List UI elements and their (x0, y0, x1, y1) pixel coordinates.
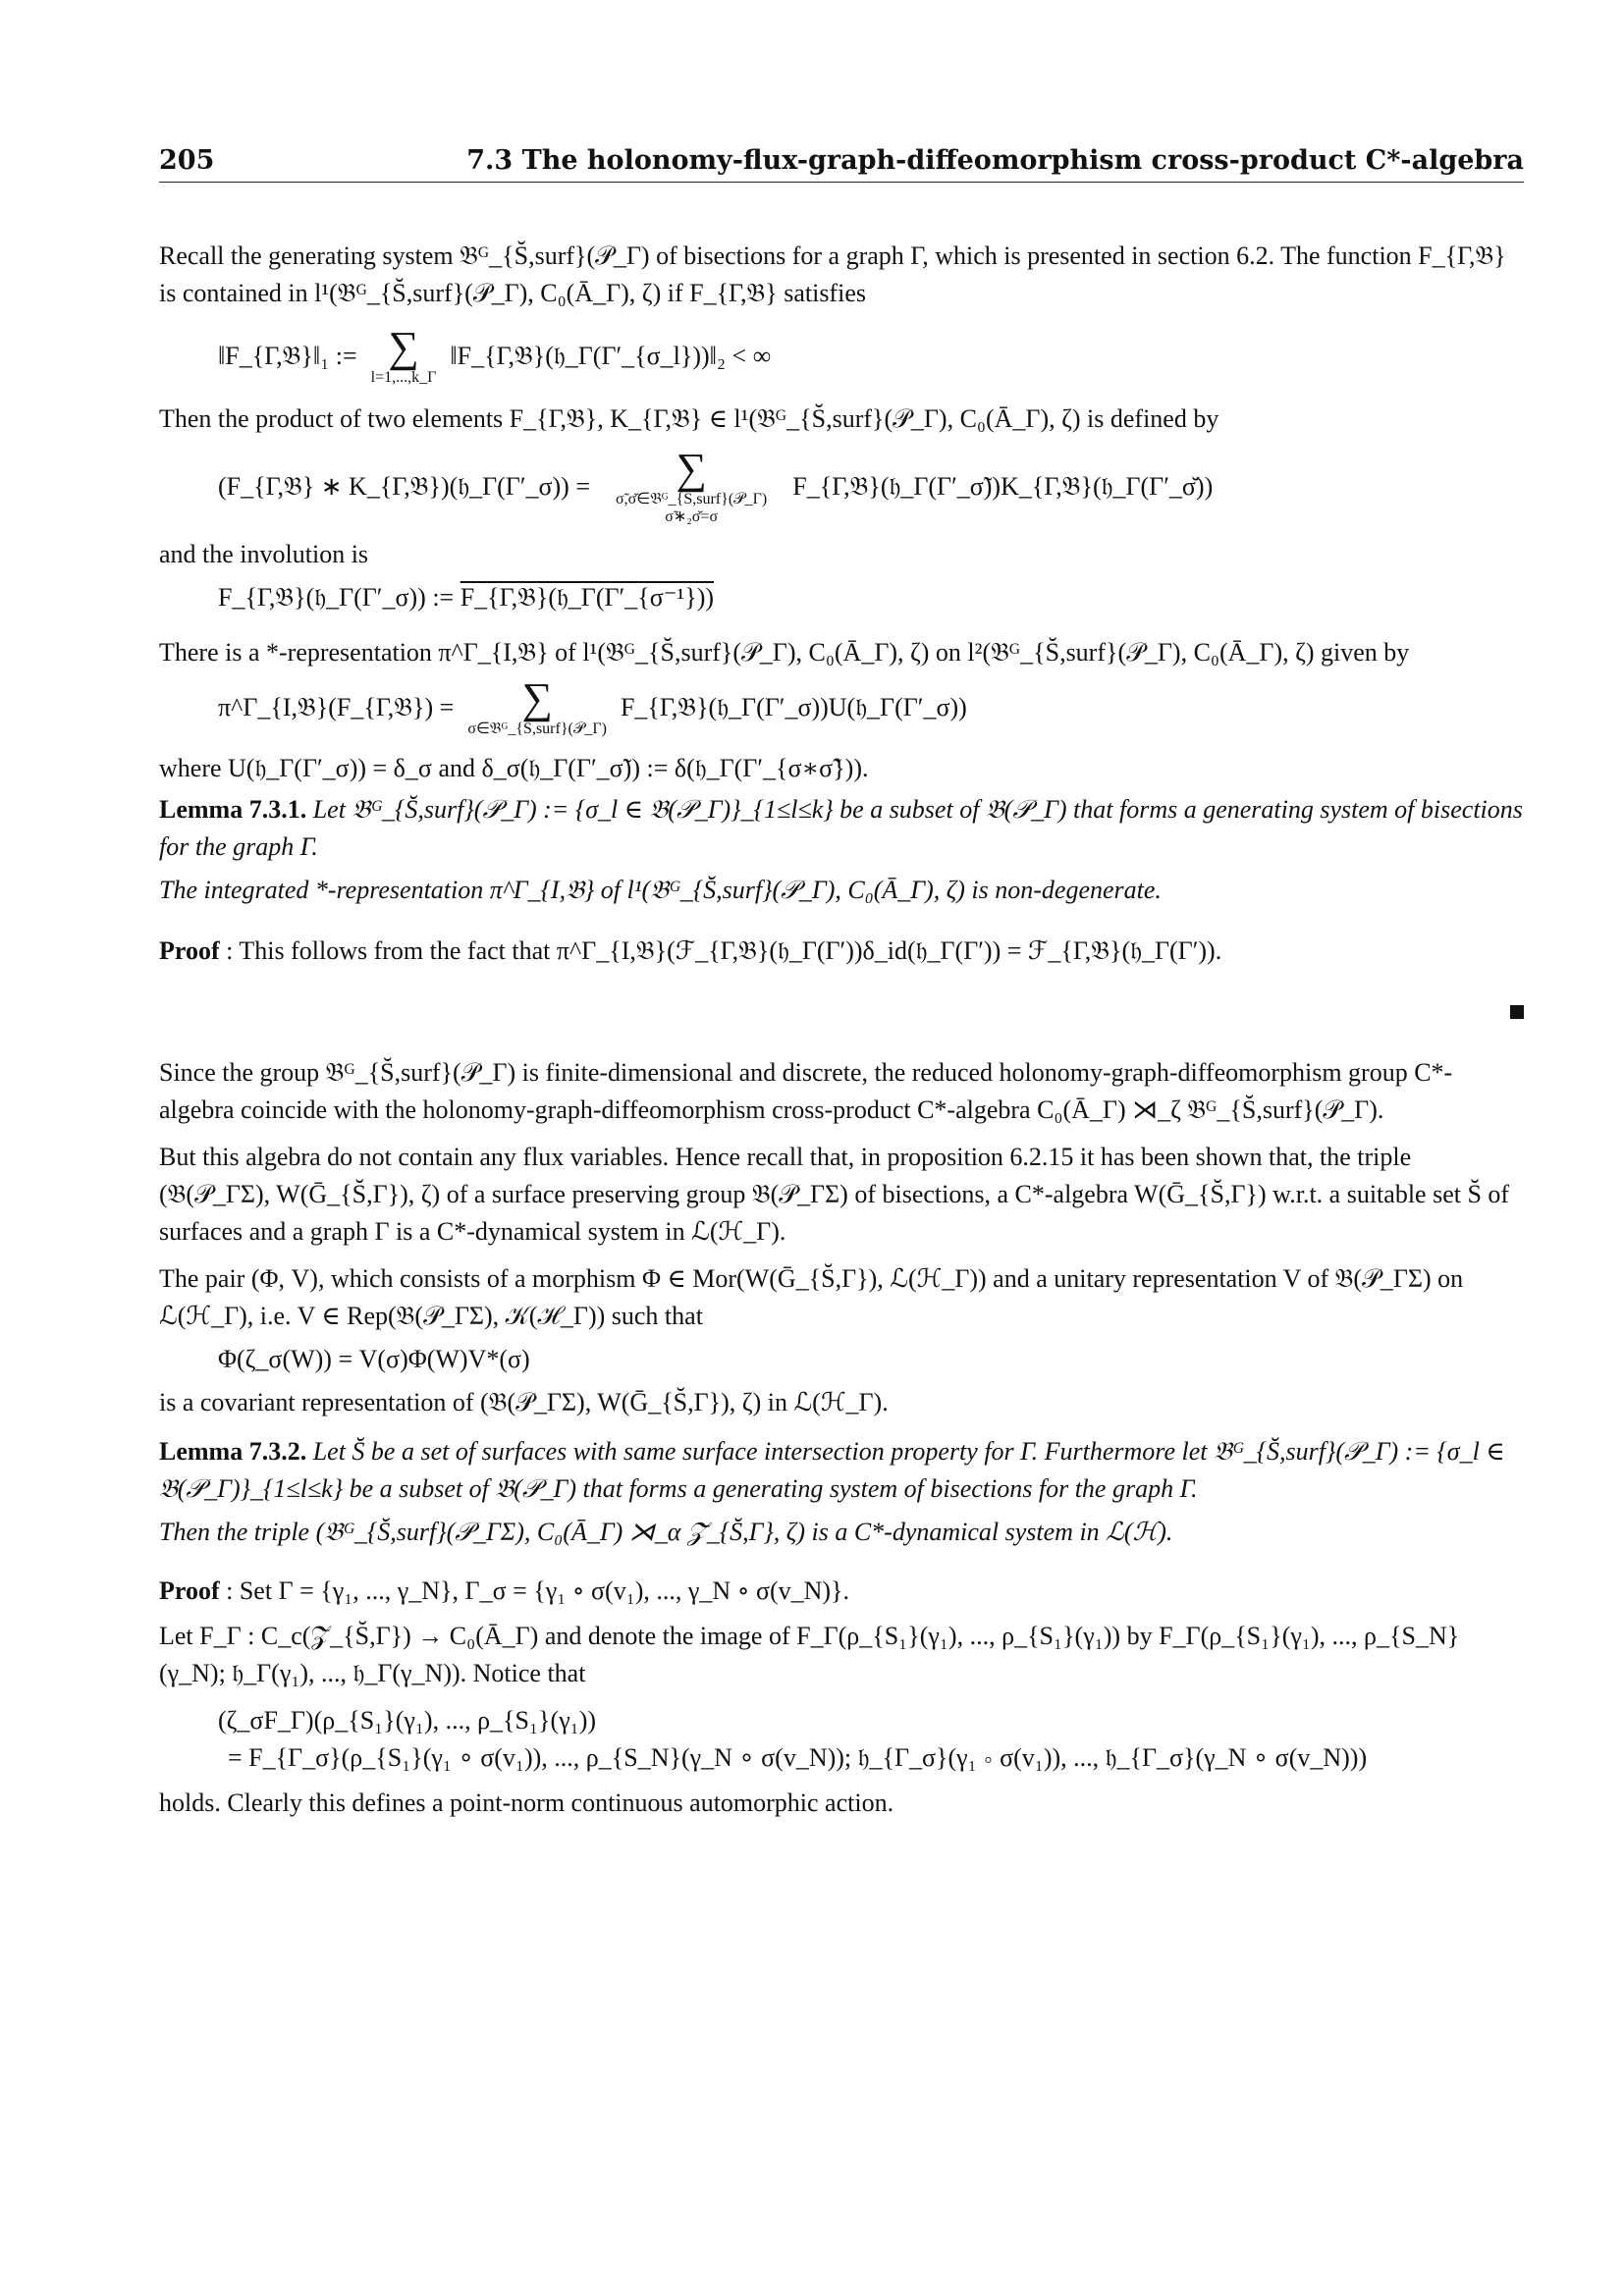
proof-2 (159, 1573, 1524, 1610)
eq1-sum (370, 323, 437, 387)
sum-symbol: ∑ (676, 445, 707, 493)
eq1-rhs: ‖F_{Γ,𝔅}(𝔥_Γ(Γ′_{σ_l}))‖₂ < ∞ (450, 342, 772, 370)
equation-1 (159, 323, 1524, 387)
qed-row (159, 970, 1524, 1039)
paragraph-7: But this algebra do not contain any flux variables. Hence recall that, in proposition 6.2.15 it has been shown that, the triple (𝔅(𝒫_ΓΣ), W(Ḡ_{S̆,Γ}), ζ) of a surface preserving group 𝔅(𝒫_ΓΣ) of bisections, a C*-algebra W(Ḡ_{S̆,Γ}) w.r.t. a suitable set S̆ of surfaces and a graph Γ is a C*-dynamical system in ℒ(ℋ_Γ). (159, 1143, 1510, 1246)
lemma-2-statement: Let S̆ be a set of surfaces with same surface intersection property for Γ. Furthermore let 𝔅ᴳ_{S̆,surf}(𝒫_Γ) := {σ_l ∈ 𝔅(𝒫_Γ)}_{1≤l≤k} be a subset of 𝔅(𝒫_Γ) that forms a generating system of bisections for the graph Γ. (159, 1437, 1505, 1503)
equation-2 (159, 445, 1524, 526)
eq2-lhs: (F_{Γ,𝔅} ∗ K_{Γ,𝔅})(𝔥_Γ(Γ′_σ)) = (218, 472, 591, 501)
qed-symbol (1510, 1005, 1524, 1019)
lemma-1-statement-2: The integrated *-representation π^Γ_{I,𝔅} of l¹(𝔅ᴳ_{S̆,surf}(𝒫_Γ), C₀(Ā_Γ), ζ) is non-degenerate. (159, 876, 1162, 904)
paragraph-11: holds. Clearly this defines a point-norm continuous automorphic action. (159, 1789, 894, 1817)
lemma-7-3-2 (159, 1433, 1524, 1508)
eq6-line-1: (ζ_σF_Γ)(ρ_{S₁}(γ₁), ..., ρ_{S₁}(γ₁)) (218, 1706, 597, 1735)
equation-6 (159, 1702, 1524, 1777)
paragraph-8: The pair (Φ, V), which consists of a morphism Φ ∈ Mor(W(Ḡ_{S̆,Γ}), ℒ(ℋ_Γ)) and a unitary representation V of 𝔅(𝒫_ΓΣ) on ℒ(ℋ_Γ), i.e. V ∈ Rep(𝔅(𝒫_ΓΣ), 𝒦(ℋ_Γ)) such that (159, 1264, 1464, 1330)
eq4-sum (467, 674, 607, 738)
paragraph-6: Since the group 𝔅ᴳ_{S̆,surf}(𝒫_Γ) is finite-dimensional and discrete, the reduced holonomy-graph-diffeomorphism group C*-algebra coincide with the holonomy-graph-diffeomorphism cross-product C*-algebra C₀(Ā_Γ) ⋊_ζ 𝔅ᴳ_{S̆,surf}(𝒫_Γ). (159, 1058, 1453, 1124)
eq3-rhs: F_{Γ,𝔅}(𝔥_Γ(Γ′_{σ⁻¹})) (460, 583, 715, 612)
lemma-2-title: Lemma 7.3.2. (159, 1437, 307, 1466)
running-header (159, 145, 1524, 183)
paragraph-5: where U(𝔥_Γ(Γ′_σ)) = δ_σ and δ_σ(𝔥_Γ(Γ′_σ̃)) := δ(𝔥_Γ(Γ′_{σ∗σ̃})). (159, 754, 869, 782)
eq2-sum-index-2: σ̃∗₂σ̆=σ (665, 508, 719, 525)
equation-5: Φ(ζ_σ(W)) = V(σ)Φ(W)V*(σ) (218, 1345, 530, 1373)
lemma-1-statement: Let 𝔅ᴳ_{S̆,surf}(𝒫_Γ) := {σ_l ∈ 𝔅(𝒫_Γ)}_{1≤l≤k} be a subset of 𝔅(𝒫_Γ) that forms a generating system of bisections for the graph Γ. (159, 795, 1523, 861)
proof-1-title: Proof (159, 936, 220, 965)
paragraph-3: and the involution is (159, 540, 369, 568)
lemma-2-statement-2: Then the triple (𝔅ᴳ_{S̆,surf}(𝒫_ΓΣ), C₀(Ā_Γ) ⋊_α 𝒵̄_{S̆,Γ}, ζ) is a C*-dynamical system in ℒ(ℋ). (159, 1518, 1173, 1546)
eq4-lhs: π^Γ_{I,𝔅}(F_{Γ,𝔅}) = (218, 693, 455, 721)
sum-symbol: ∑ (388, 323, 419, 371)
paragraph-4: There is a *-representation π^Γ_{I,𝔅} of l¹(𝔅ᴳ_{S̆,surf}(𝒫_Γ), C₀(Ā_Γ), ζ) on l²(𝔅ᴳ_{S̆,surf}(𝒫_Γ), C₀(Ā_Γ), ζ) given by (159, 638, 1410, 667)
eq4-sum-index: σ∈𝔅ᴳ_{S̆,surf}(𝒫_Γ) (467, 721, 607, 737)
eq2-rhs: F_{Γ,𝔅}(𝔥_Γ(Γ′_σ̃))K_{Γ,𝔅}(𝔥_Γ(Γ′_σ̆)) (792, 472, 1214, 501)
eq1-lhs: ‖F_{Γ,𝔅}‖₁ := (218, 342, 357, 370)
page-number: 205 (159, 145, 215, 176)
sum-symbol: ∑ (521, 674, 553, 722)
eq6-line-2: = F_{Γ_σ}(ρ_{S₁}(γ₁ ∘ σ(v₁)), ..., ρ_{S_N}(γ_N ∘ σ(v_N)); 𝔥_{Γ_σ}(γ₁ ∘ σ(v₁)), ..., 𝔥_{Γ_σ}(γ_N ∘ σ(v_N))) (228, 1743, 1368, 1772)
eq2-sum (616, 445, 768, 526)
proof-1 (159, 933, 1524, 970)
eq3-lhs: F_{Γ,𝔅}(𝔥_Γ(Γ′_σ)) := (218, 583, 455, 612)
paragraph-9: is a covariant representation of (𝔅(𝒫_ΓΣ), W(Ḡ_{S̆,Γ}), ζ) in ℒ(ℋ_Γ). (159, 1388, 889, 1416)
lemma-7-3-1 (159, 791, 1524, 866)
proof-2-text: : Set Γ = {γ₁, ..., γ_N}, Γ_σ = {γ₁ ∘ σ(v₁), ..., γ_N ∘ σ(v_N)}. (219, 1576, 850, 1605)
proof-1-text: : This follows from the fact that π^Γ_{I,𝔅}(ℱ_{Γ,𝔅}(𝔥_Γ(Γ′))δ_id(𝔥_Γ(Γ′)) = ℱ_{Γ,𝔅}(𝔥_Γ(Γ′)). (219, 936, 1222, 965)
eq4-rhs: F_{Γ,𝔅}(𝔥_Γ(Γ′_σ))U(𝔥_Γ(Γ′_σ)) (620, 693, 967, 721)
proof-2-title: Proof (159, 1576, 220, 1605)
paragraph-1: Recall the generating system 𝔅ᴳ_{S̆,surf}(𝒫_Γ) of bisections for a graph Γ, which is presented in section 6.2. The function F_{Γ,𝔅} is contained in l¹(𝔅ᴳ_{S̆,surf}(𝒫_Γ), C₀(Ā_Γ), ζ) if F_{Γ,𝔅} satisfies (159, 241, 1506, 307)
equation-3 (159, 579, 1524, 616)
eq1-sum-index: l=1,...,k_Γ (370, 369, 437, 386)
paragraph-10: Let F_Γ : C_c(𝒵̄_{S̆,Γ}) → C₀(Ā_Γ) and denote the image of F_Γ(ρ_{S₁}(γ₁), ..., ρ_{S₁}(γ₁)) by F_Γ(ρ_{S₁}(γ₁), ..., ρ_{S_N}(γ_N); 𝔥_Γ(γ₁), ..., 𝔥_Γ(γ_N)). Notice that (159, 1622, 1460, 1687)
eq2-sum-index-1: σ̃,σ̆∈𝔅ᴳ_{S̆,surf}(𝒫_Γ) (616, 491, 768, 507)
paragraph-2: Then the product of two elements F_{Γ,𝔅}, K_{Γ,𝔅} ∈ l¹(𝔅ᴳ_{S̆,surf}(𝒫_Γ), C₀(Ā_Γ), ζ) is defined by (159, 404, 1219, 433)
page (159, 145, 1524, 1822)
page-body (159, 238, 1524, 1822)
equation-4 (159, 674, 1524, 738)
lemma-1-title: Lemma 7.3.1. (159, 795, 307, 824)
section-title: 7.3 The holonomy-flux-graph-diffeomorphism cross-product C*-algebra (466, 145, 1524, 176)
